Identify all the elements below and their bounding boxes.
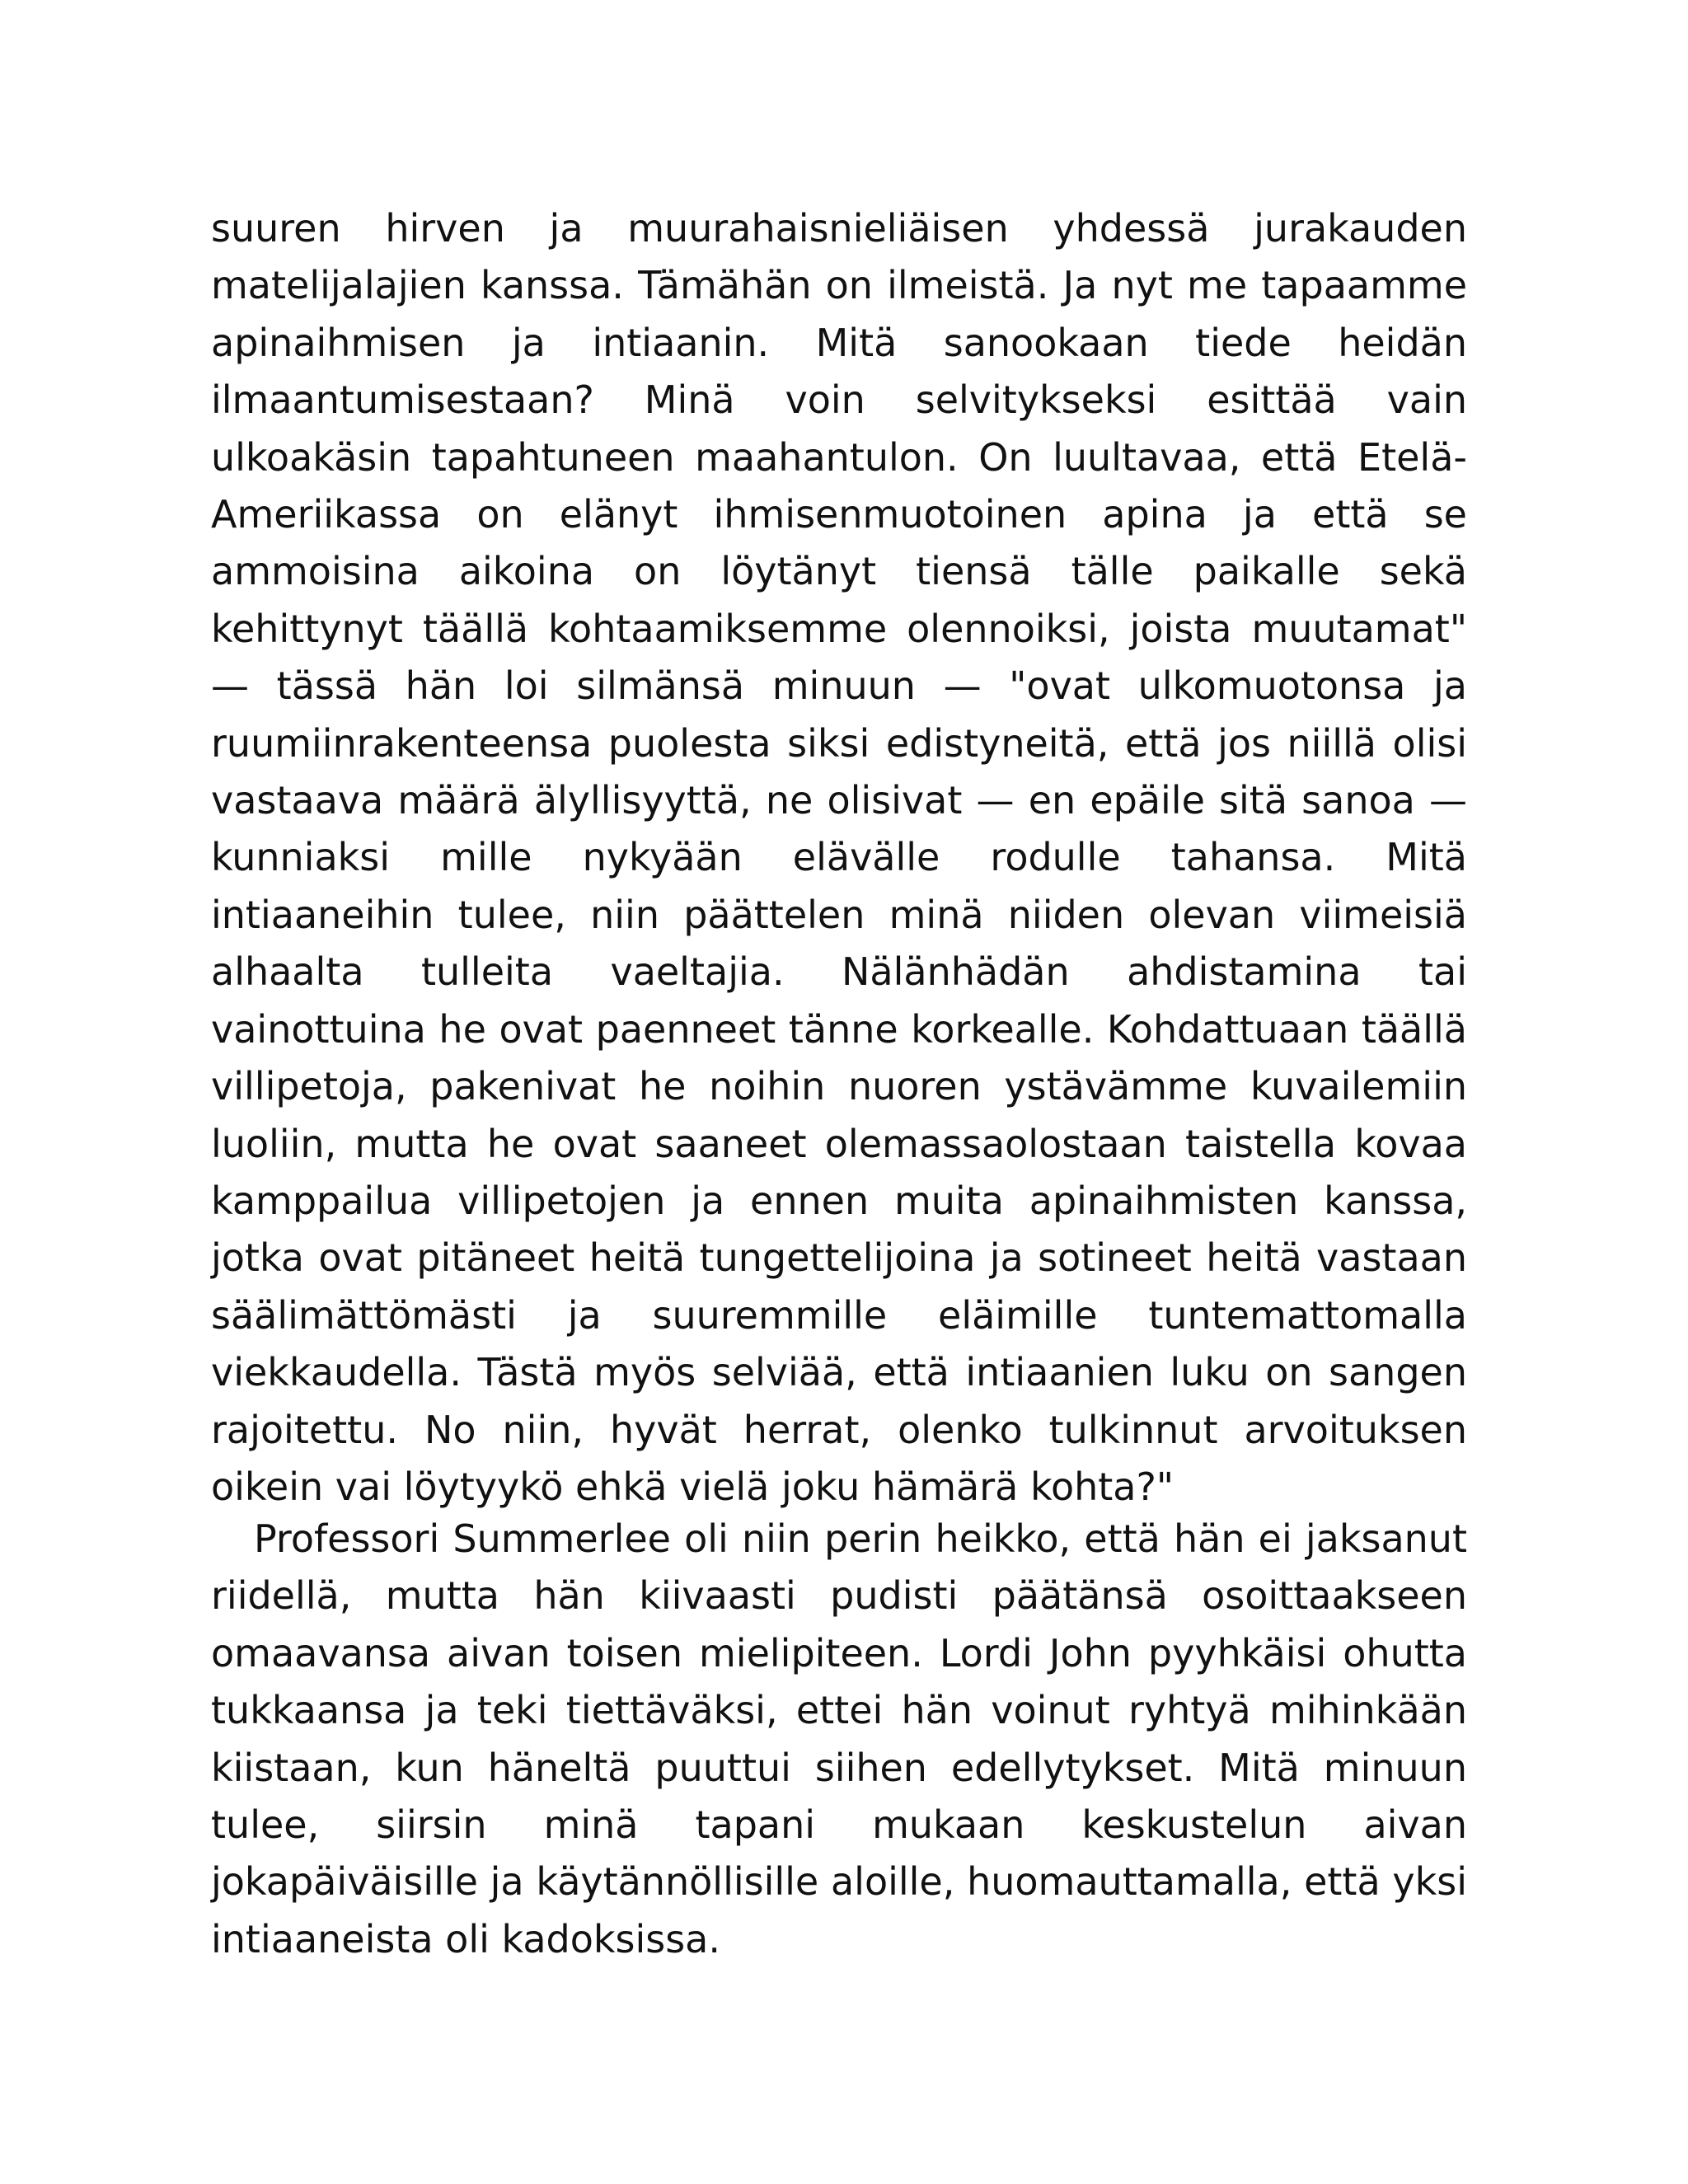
paragraph-professor-speech: suuren hirven ja muurahaisnieliäisen yhdessä jurakauden matelijalajien kanssa. Tämähän on ilmeistä. Ja nyt me tapaamme apinaihmisen ja intiaanin. Mitä sanookaan tiede heidän ilmaantumisestaan? Minä voin selvitykseksi esittää vain ulkoakäsin tapahtuneen maahantulon. On luultavaa, että Etelä-Ameriikassa on elänyt ihmisenmuotoinen apina ja että se ammoisina aikoina on löytänyt tiensä tälle paikalle sekä kehittynyt täällä kohtaamiksemme olennoiksi, joista muutamat" — tässä hän loi silmänsä minuun — "ovat ulkomuotonsa ja ruumiinrakenteensa puolesta siksi edistyneitä, että jos niillä olisi vastaava määrä älyllisyyttä, ne olisivat — en epäile sitä sanoa — kunniaksi mille nykyään elävälle rodulle tahansa. Mitä intiaaneihin tulee, niin päättelen minä niiden olevan viimeisiä alhaalta tulleita vaeltajia. Nälänhädän ahdistamina tai vainottuina he ovat paenneet tänne korkealle. Kohdattuaan täällä villipetoja, pakenivat he noihin nuoren ystävämme kuvailemiin luoliin, mutta he ovat saaneet olemassaolostaan taistella kovaa kamppailua villipetojen ja ennen muita apinaihmisten kanssa, jotka ovat pitäneet heitä tungettelijoina ja sotineet heitä vastaan säälimättömästi ja suuremmille eläimille tuntemattomalla viekkaudella. Tästä myös selviää, että intiaanien luku on sangen rajoitettu. No niin, hyvät herrat, olenko tulkinnut arvoituksen oikein vai löytyykö ehkä vielä joku hämärä kohta?" [211,206,1467,1509]
paragraph-summerlee-response: Professori Summerlee oli niin perin heikko, että hän ei jaksanut riidellä, mutta hän kiivaasti pudisti päätänsä osoittaakseen omaavansa aivan toisen mielipiteen. Lordi John pyyhkäisi ohutta tukkaansa ja teki tiettäväksi, ettei hän voinut ryhtyä mihinkään kiistaan, kun häneltä puuttui siihen edellytykset. Mitä minuun tulee, siirsin minä tapani mukaan keskustelun aivan jokapäiväisille ja käytännöllisille aloille, huomauttamalla, että yksi intiaaneista oli kadoksissa. [211,1516,1467,1961]
